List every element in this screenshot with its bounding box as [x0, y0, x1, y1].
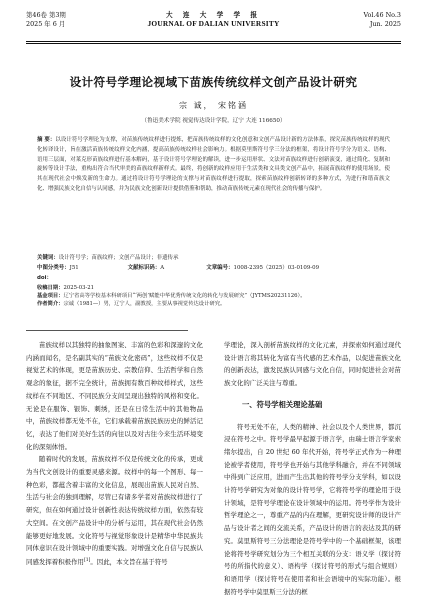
body-paragraph: 苗族纹样以其独特的抽象图案、丰富的色彩和深邃的文化内涵而闻名，是名副其实的“苗族文化密码”，这些纹样不仅是视觉艺术的体现，更是苗族历史、宗教信仰、生活哲学和自然观念的象征，据不完全统计，苗族拥有数百种纹样样式，这些纹样在不同地区、不同民族分支间呈现出独特的风格和变化。无论是在服饰、银饰、刺绣，还是在日常生活中的其他物品中，苗族纹样都无处不在，它们承载着苗族民族历史的鲜活记忆，表达了他们对美好生活的向往以及对古往今来生活环境变化的深刻体悟。 — [26, 341, 203, 451]
article-number-label: 文章编号： — [206, 265, 234, 271]
abstract — [37, 136, 390, 195]
section-heading: 一、符号学相关理论基础 — [242, 399, 323, 409]
received-label: 收稿日期： — [37, 285, 64, 291]
issue-date-en: Jun. 2025 — [369, 20, 401, 28]
received-date: 2025-03-21 — [63, 285, 95, 291]
body-paragraph — [26, 453, 203, 568]
footnote-block — [37, 284, 390, 309]
fund-label: 基金项目： — [37, 293, 64, 300]
author-bio-line — [37, 300, 390, 308]
body-paragraph-tail: 。因此，本文旨在基于符号 — [90, 558, 168, 567]
running-header — [26, 11, 401, 41]
doi-line — [37, 274, 390, 284]
article-title: 设计符号学理论视域下苗族传统纹样文创产品设计研究 — [69, 75, 358, 89]
article-number-value: 1008-2395（2025）03-0109-09 — [233, 265, 320, 271]
doc-code-label: 文献标识码： — [127, 265, 161, 271]
fund-text: 辽宁省高等学校基本科研项目“‘两创’赋能中华优秀传统文化的转化与发展研究”（JYTMS20231126）。 — [63, 293, 306, 300]
body-paragraph: 学理论，深入剖析苗族纹样的文化元素，并探索如何通过现代设计语言将其转化为富有当代感的艺术作品，以促进苗族文化的创新表达，激发民族认同感与文化自信，同时促进社会对苗族文化的广泛关注与尊重。 — [224, 341, 401, 388]
body-column-right — [224, 339, 401, 598]
article-authors: 宗 诚， 宋铭涵 — [178, 101, 249, 110]
keywords-label: 关键词： — [37, 255, 59, 261]
body-column-left — [26, 339, 203, 569]
doc-code-value: A — [160, 265, 165, 271]
author-bio-label: 作者简介： — [37, 301, 64, 308]
classification-line — [37, 264, 390, 274]
fund-line — [37, 292, 390, 300]
keywords-line — [37, 254, 390, 264]
clc-value: J51 — [69, 265, 79, 271]
journal-name-en: JOURNAL OF DALIAN UNIVERSITY — [147, 19, 280, 28]
journal-name-cn: 大 连 大 学 学 报 — [165, 11, 262, 19]
clc-label: 中图分类号： — [37, 265, 70, 271]
doi-label: doi： — [37, 275, 52, 281]
header-rule-thin — [26, 43, 401, 44]
body-paragraph: 符号无处不在，人类的精神、社会以及个人类世界，都沉浸在符号之中。符号学最早起源于语言学，由瑞士语言学家索绪尔提出，自 20 世纪 60 年代开始，符号学正式作为一种理论被学者使用，符号学也开始与其他学科融合，并在不同领域中得到广泛应用，进而产生出其他的符号学分支学科，如以设计符号学研究为对象的设计符号学，它将符号学的理论用于设计领域，是符号学理论在设计领域中的运用。符号学作为设计哲学理论之一，尊重产品的内在理解，更研究设计师的设计产品与设计者之间的交流关系，产品设计的语言的表达及其的研究。莫里斯符号三分法理论是符号学中的一个基础框架，该理论将符号学研究划分为三个相互关联的分支：语义学（探讨符号的所指代的意义）、语构学（探讨符号的形式与组合规则）和语用学（探讨符号在使用者和社会语境中的实际功能）。根据符号学中莫里斯三分法的框 — [224, 422, 401, 596]
volume-issue-cn: 第46卷 第3期 — [26, 11, 66, 19]
author-affiliation: （鲁迅美术学院 视觉传达设计学院，辽宁 大连 116650） — [141, 118, 286, 124]
citation-ref: [1] — [83, 557, 91, 563]
author-bio-text: 宗诚（1981—）男，辽宁人，副教授，主要从事视觉传达设计研究。 — [63, 301, 226, 308]
header-rule — [26, 41, 401, 42]
volume-issue-en: Vol.46 No.3 — [363, 11, 401, 19]
section-divider — [26, 330, 188, 331]
header-row-en — [26, 20, 401, 29]
received-date-line — [37, 284, 390, 292]
abstract-text: 以设计符号学理论为支撑，对苗族传统纹样进行提炼，把苗族传统纹样的文化创意和文创产品设计新的方法体系，探究苗族传统纹样的现代化转译设计，旨在激活苗族传统纹样文化内涵，提高苗族传统纹样社会影响力。根据莫里斯符号学三分法的框架，将设计符号学分为语义、语构、语用三层面，对莱克形苗族纹样进行基本解码，基于设计符号学理论的解读，进一步运用形状、文法对苗族纹样进行创新演变，通过简化、复制和旋转等设计手法，重构出符合当代审美的苗族纹样新样式。最终，将创新的纹样应用于生活类和文具类文创产品中，拓展苗族纹样的使用场景，使其在现代社会中焕发新的生命力。通过将设计符号学理论的支撑与对苗族纹样进行提取，探索苗族纹样创新转译的多种方式，为进行和谐苗族文化、增强民族文化自信与认同感，并为民族文化创新设计提供借鉴和帮助，推动苗族传统元素在现代社会的传播与保护。 — [37, 137, 390, 192]
body-paragraph-text: 随着时代的发展，苗族纹样不仅是传统文化的传承，更成为当代文创设计的重要灵感来源。纹样中的每一个图形、每一种色彩，都蕴含着丰富的文化信息，展现出苗族人民对自然、生活与社会的独到理解，尽管已有诸多学者对苗族纹样进行了研究，但在如何通过设计创新性表达传统纹样方面，依然有较大空间。在文创产品设计中的分析与运用，其在现代社会仍然能够更好地发展。文化符号与视觉形象设计是精华中华民族共同体意识在设计领域中的重要实践。对增强文化自信与民族认同感发挥着积极作用 — [26, 455, 203, 567]
issue-date-cn: 2025 年 6 月 — [26, 20, 66, 28]
abstract-label: 摘 要： — [37, 137, 56, 143]
keywords-text: 设计符号学；苗族纹样；文创产品设计；非遗传承 — [58, 255, 179, 261]
